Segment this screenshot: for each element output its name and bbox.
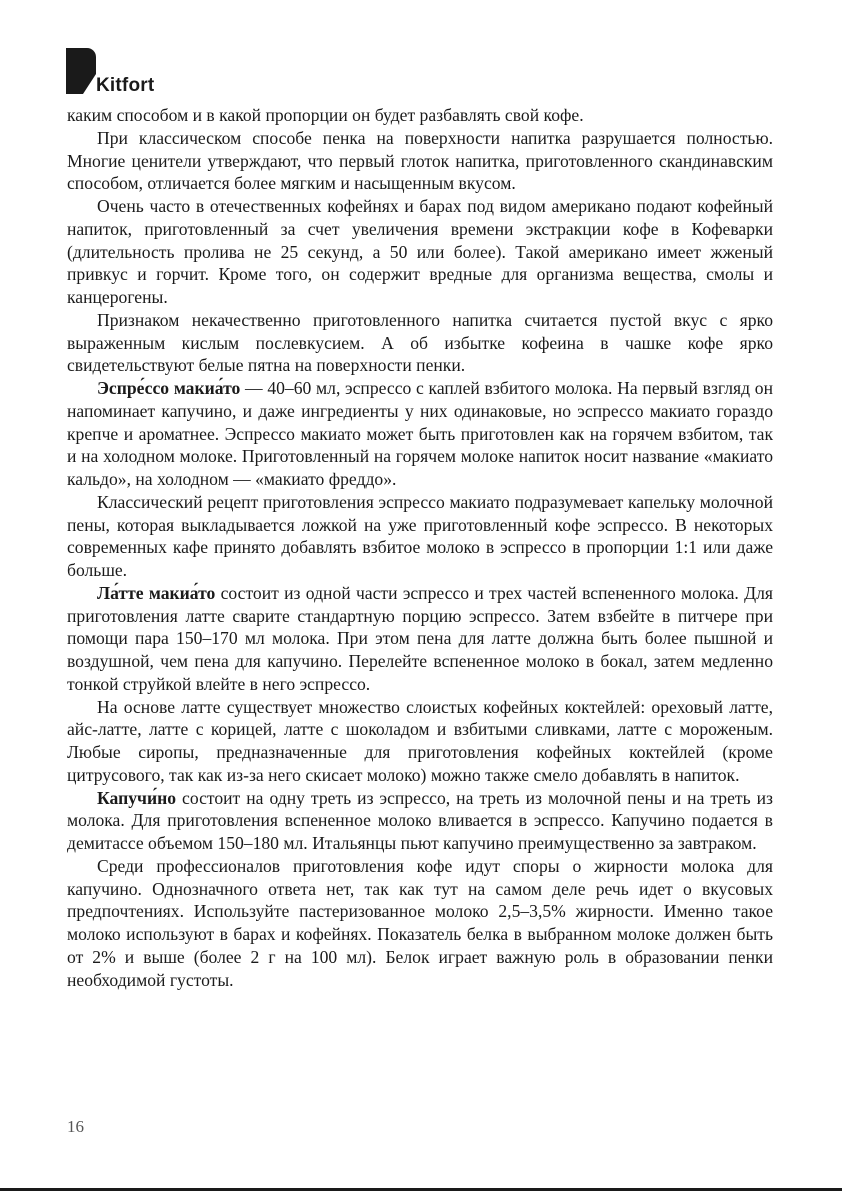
brand-name: Kitfort	[96, 75, 155, 96]
paragraph-9: Среди профессионалов приготовления кофе идут споры о жирности молока для капучино. Однозначного ответа нет, так как тут на самом деле речь идет о вкусовых предпочтениях. Используйте пастеризованное молоко 2,5–3,5% жирности. Именно такое молоко используют в барах и кофейнях. Показатель белка в выбранном молоке должен быть от 2% и выше (более 2 г на 100 мл). Белок играет важную роль в образовании пенки необходимой густоты.	[67, 855, 773, 990]
document-body	[67, 104, 773, 991]
paragraph-0: каким способом и в какой пропорции он будет разбавлять свой кофе.	[67, 105, 584, 125]
brand-logo	[66, 48, 266, 96]
kitfort-logo-icon	[66, 48, 96, 94]
paragraph-5: Классический рецепт приготовления эспрессо макиато подразумевает капельку молочной пены, которая выкладывается ложкой на уже приготовленный кофе эспрессо. В некоторых современных кафе принято добавлять взбитое молоко в эспрессо в пропорции 1:1 или даже больше.	[67, 491, 773, 580]
term-latte-macchiato: Ла́тте макиа́то	[97, 582, 216, 603]
paragraph-2: Очень часто в отечественных кофейнях и барах под видом американо подают кофейный напиток, приготовленный за счет увеличения времени экстракции кофе в Кофеварки (длительность пролива не 25 секунд, а 50 или более). Такой американо имеет жженый привкус и горчит. Кроме того, он содержит вредные для организма вещества, смолы и канцерогены.	[67, 196, 773, 307]
paragraph-7: На основе латте существует множество слоистых кофейных коктейлей: ореховый латте, айс-латте, латте с корицей, латте с шоколадом и взбитыми сливками, латте с мороженым. Любые сиропы, предназначенные для приготовления кофейных коктейлей (кроме цитрусового, так как из-за него скисает молоко) можно также смело добавлять в напиток.	[67, 696, 773, 785]
paragraph-latte-macchiato: Ла́тте макиа́то состоит из одной части эспрессо и трех частей вспененного молока. Для приготовления латте сварите стандартную порцию эспрессо. Затем взбейте в питчере при помощи пара 150–170 мл молока. При этом пена для латте должна быть более пышной и воздушной, чем пена для капучино. Перелейте вспененное молоко в бокал, затем медленно тонкой струйкой влейте в него эспрессо.	[67, 582, 773, 694]
term-espresso-macchiato: Эспре́ссо макиа́то	[97, 378, 241, 398]
paragraph-cappuccino: Капучи́но состоит на одну треть из эспрессо, на треть из молочной пены и на треть из молока. Для приготовления вспененное молоко вливается в эспрессо. Капучино подается в демитассе объемом 150–180 мл. Итальянцы пьют капучино преимущественно за завтраком.	[67, 787, 773, 853]
paragraph-3: Признаком некачественно приготовленного напитка считается пустой вкус с ярко выраженным кислым послевкусием. А об избытке кофеина в чашке кофе ярко свидетельствуют белые пятна на поверхности пенки.	[67, 309, 773, 376]
page-number: 16	[67, 1117, 84, 1136]
paragraph-espresso-macchiato: Эспре́ссо макиа́то — 40–60 мл, эспрессо с каплей взбитого молока. На первый взгляд он напоминает капучино, и даже ингредиенты у них одинаковые, но эспрессо макиато гораздо крепче и ароматнее. Эспрессо макиато может быть приготовлен как на горячем взбитом, так и на холодном молоке. Приготовленный на горячем молоке напиток носит название «макиато кальдо», на холодном — «макиато фреддо».	[67, 378, 774, 489]
term-cappuccino: Капучи́но	[97, 787, 177, 808]
paragraph-1: При классическом способе пенка на поверхности напитка разрушается полностью. Многие ценители утверждают, что первый глоток напитка, приготовленного скандинавским способом, отличается более мягким и насыщенным вкусом.	[67, 127, 773, 194]
